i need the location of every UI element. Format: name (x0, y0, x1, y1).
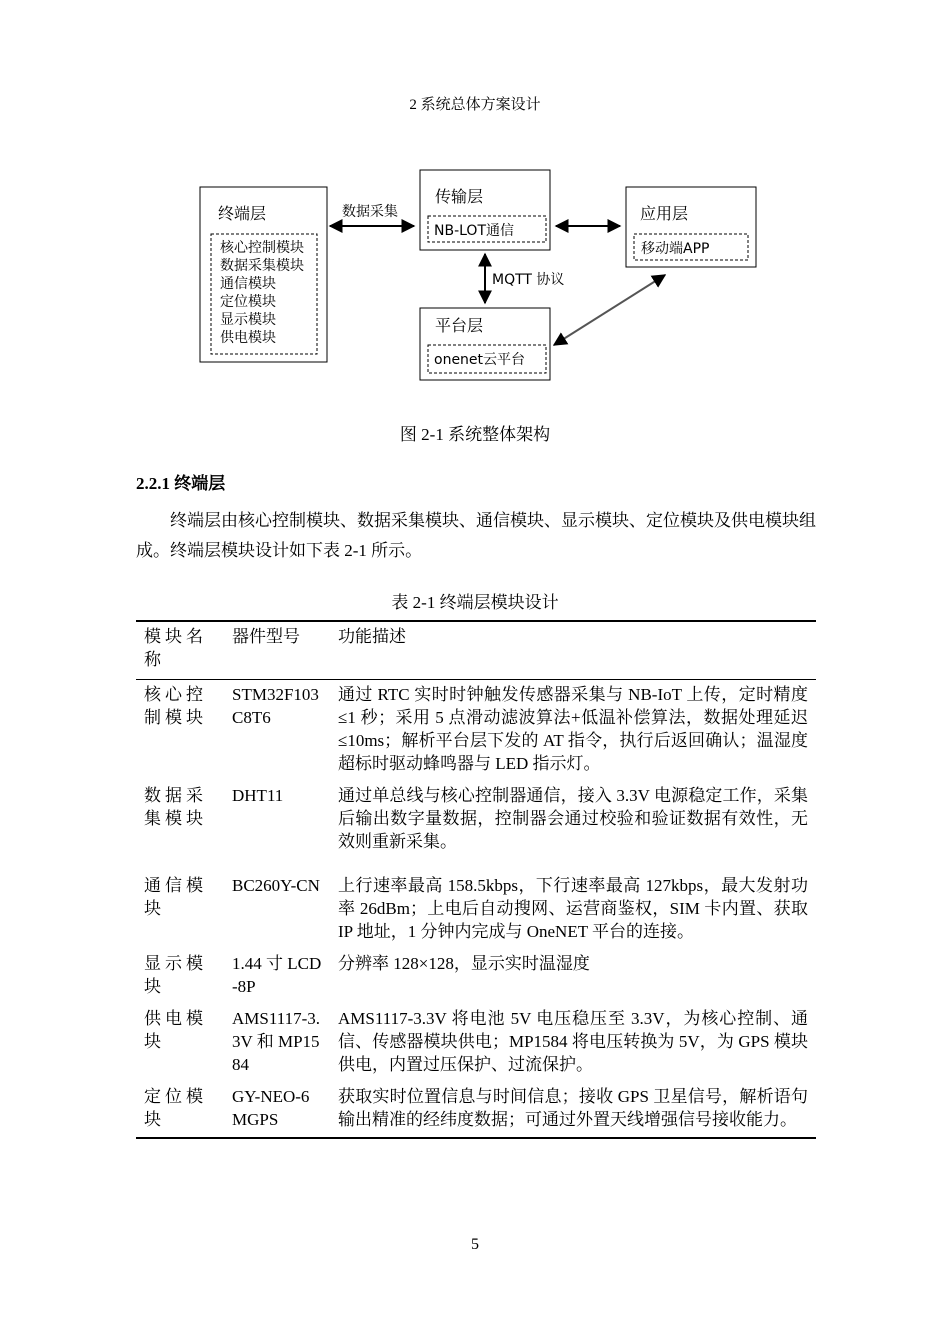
cell-module-name: 显示模块 (144, 954, 207, 996)
application-layer-box (626, 187, 756, 267)
cell-description: 通过单总线与核心控制器通信，接入 3.3V 电源稳定工作，采集后输出数字量数据，控制器会通过校验和验证数据有效性，无效则重新采集。 (338, 786, 808, 851)
cell-description: AMS1117-3.3V 将电池 5V 电压稳压至 3.3V，为核心控制、通信、传感器模块供电；MP1584 将电压转换为 5V，为 GPS 模块供电，内置过压保护、过流保护。 (338, 1009, 808, 1074)
cell-module-name: 供电模块 (144, 1009, 207, 1051)
cell-module-name: 定位模块 (144, 1087, 207, 1129)
cell-part-number: BC260Y-CN (232, 876, 320, 895)
running-header: 2 系统总体方案设计 (409, 97, 541, 113)
cell-part-number: DHT11 (232, 786, 284, 805)
terminal-item: 显示模块 (220, 312, 276, 328)
cell-module-name: 数据采集模块 (144, 786, 207, 828)
arrow-platform-application (554, 275, 665, 345)
cell-part-number: 1.44 寸 LCD-8P (232, 954, 322, 996)
terminal-item: 通信模块 (220, 276, 276, 292)
cell-module-name: 通信模块 (144, 876, 207, 918)
column-header: 器件型号 (224, 621, 330, 680)
terminal-item: 数据采集模块 (220, 258, 304, 274)
page-number: 5 (471, 1236, 479, 1253)
body-paragraph: 终端层由核心控制模块、数据采集模块、通信模块、显示模块、定位模块及供电模块组成。终端层模块设计如下表 2-1 所示。 (136, 511, 816, 560)
cell-description: 分辨率 128×128，显示实时温湿度 (338, 954, 590, 973)
transport-layer-title: 传输层 (435, 187, 484, 206)
section-heading: 2.2.1 终端层 (136, 474, 226, 493)
cell-part-number: STM32F103C8T6 (232, 685, 319, 727)
table-row (136, 871, 816, 949)
figure-caption: 图 2-1 系统整体架构 (399, 425, 551, 444)
table-header-row (136, 621, 816, 680)
platform-layer-title: 平台层 (435, 316, 484, 335)
column-header: 功能描述 (330, 621, 816, 680)
transport-layer-box (420, 170, 550, 250)
table-row (136, 1082, 816, 1138)
terminal-item: 供电模块 (220, 330, 276, 346)
cell-module-name: 核心控制模块 (144, 685, 207, 727)
platform-layer-inner: onenet云平台 (434, 352, 526, 368)
terminal-layer-box (200, 187, 327, 362)
column-header: 模块名称 (136, 621, 224, 680)
transport-layer-inner: NB-LOT通信 (434, 223, 515, 239)
cell-description: 上行速率最高 158.5kbps，下行速率最高 127kbps，最大发射功率 26dBm；上电后自动搜网、运营商鉴权，SIM 卡内置、获取 IP 地址，1 分钟内完成与 OneNET 平台的连接。 (338, 876, 808, 941)
edge-label-mqtt: MQTT 协议 (492, 272, 565, 288)
table-row (136, 949, 816, 1004)
terminal-item: 核心控制模块 (220, 240, 304, 256)
application-layer-title: 应用层 (640, 204, 689, 223)
terminal-layer-title: 终端层 (218, 204, 267, 223)
edge-label-collect: 数据采集 (342, 204, 398, 220)
module-design-table (136, 620, 816, 1139)
application-layer-inner: 移动端APP (641, 241, 710, 257)
table-row (136, 781, 816, 871)
platform-layer-box (420, 308, 550, 380)
terminal-item: 定位模块 (220, 294, 276, 310)
cell-part-number: GY-NEO-6MGPS (232, 1087, 310, 1129)
cell-part-number: AMS1117-3.3V 和 MP1584 (232, 1009, 320, 1074)
system-architecture-diagram (0, 150, 950, 390)
table-row (136, 1004, 816, 1082)
table-row (136, 680, 816, 782)
cell-description: 通过 RTC 实时时钟触发传感器采集与 NB-IoT 上传，定时精度≤1 秒；采用 5 点滑动滤波算法+低温补偿算法，数据处理延迟≤10ms；解析平台层下发的 AT 指令，执行后返回确认；温湿度超标时驱动蜂鸣器与 LED 指示灯。 (338, 685, 808, 773)
table-caption: 表 2-1 终端层模块设计 (391, 593, 559, 612)
cell-description: 获取实时位置信息与时间信息；接收 GPS 卫星信号，解析语句输出精准的经纬度数据；可通过外置天线增强信号接收能力。 (338, 1087, 808, 1129)
